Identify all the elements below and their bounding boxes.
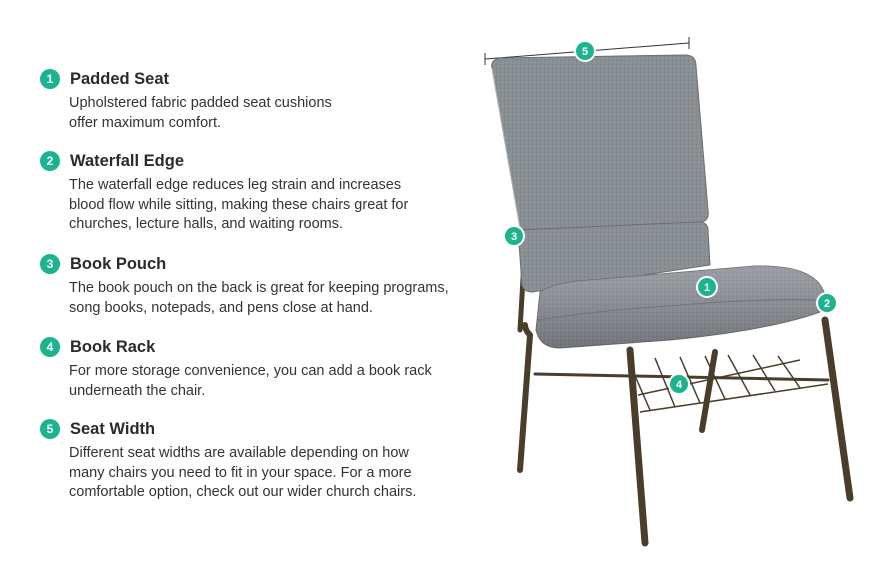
marker-5 [575, 41, 595, 61]
feature-waterfall-edge [40, 150, 499, 235]
feature-title: Padded Seat [70, 69, 170, 88]
marker-label: 4 [675, 379, 683, 391]
desc-line: Different seat widths are available depending on how [69, 445, 409, 461]
feature-book-pouch [40, 253, 499, 318]
feature-description [69, 176, 499, 235]
feature-description [69, 444, 499, 503]
desc-line: offer maximum comfort. [69, 114, 222, 131]
desc-line: The book pouch on the back is great for keeping programs, [69, 280, 449, 296]
desc-line: song books, notepads, and pens close at hand. [69, 299, 373, 316]
marker-3 [504, 226, 524, 246]
desc-line: churches, lecture halls, and waiting rooms. [69, 216, 344, 232]
feature-title: Seat Width [70, 419, 156, 438]
desc-line: Upholstered fabric padded seat cushions [69, 95, 332, 111]
feature-title: Waterfall Edge [70, 151, 184, 170]
feature-description [69, 279, 499, 318]
marker-label: 2 [823, 298, 831, 310]
desc-line: For more storage convenience, you can add a book rack [69, 363, 432, 379]
number-badge: 4 [40, 337, 60, 357]
marker-4 [669, 374, 689, 394]
book-rack [628, 355, 828, 412]
marker-label: 5 [581, 46, 589, 58]
feature-description [69, 362, 499, 401]
marker-label: 3 [510, 231, 518, 243]
desc-line: underneath the chair. [69, 382, 206, 399]
number-badge: 5 [40, 419, 60, 439]
feature-book-rack [40, 336, 499, 401]
feature-seat-width [40, 418, 499, 503]
desc-line: blood flow while sitting, making these chairs great for [69, 196, 409, 213]
number-badge: 1 [40, 69, 60, 89]
marker-1 [697, 277, 717, 297]
feature-padded-seat [40, 68, 499, 133]
desc-line: many chairs you need to fit in your space. For a more [69, 464, 412, 481]
marker-2 [817, 293, 837, 313]
marker-label: 1 [703, 282, 711, 294]
number-badge: 3 [40, 254, 60, 274]
feature-title: Book Pouch [70, 254, 167, 273]
desc-line: The waterfall edge reduces leg strain and increases [69, 177, 402, 193]
number-badge: 2 [40, 151, 60, 171]
church-chair-illustration [470, 30, 870, 560]
feature-title: Book Rack [70, 337, 156, 356]
desc-line: comfortable option, check out our wider church chairs. [69, 484, 417, 500]
chair-backrest [492, 55, 709, 235]
feature-description [69, 94, 499, 133]
